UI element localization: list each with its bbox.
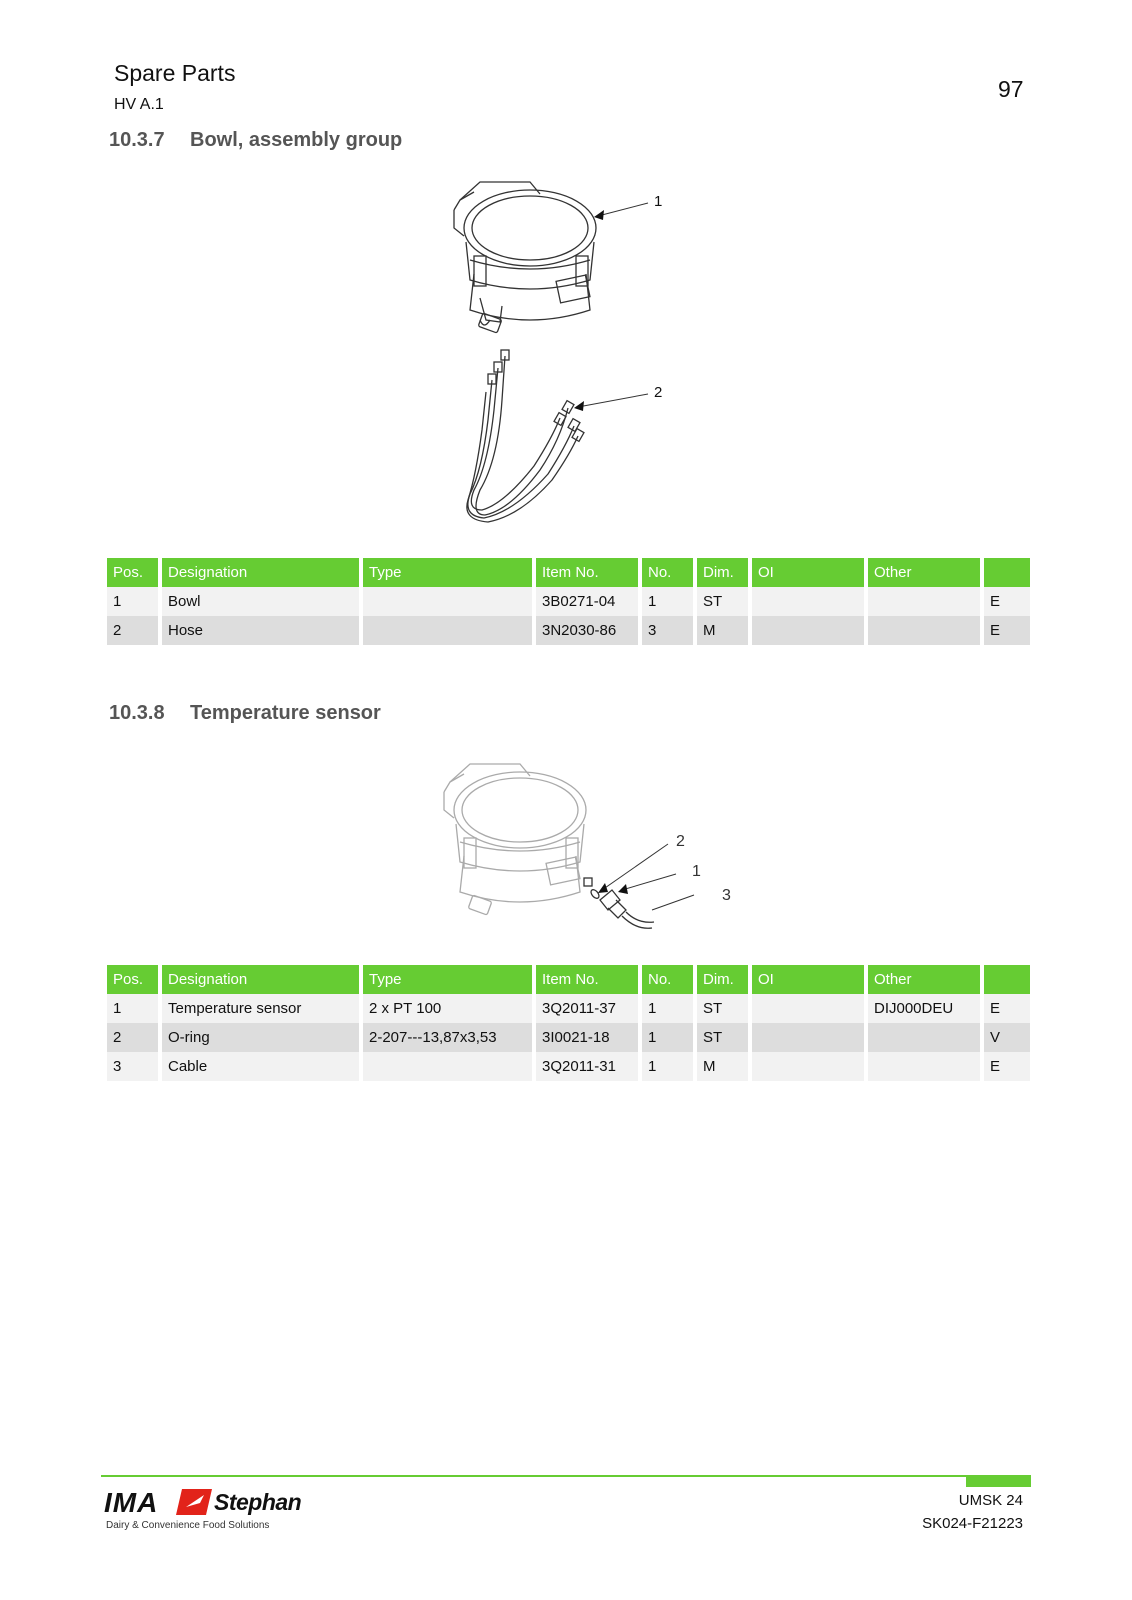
cell-oi <box>752 616 868 645</box>
column-header: Type <box>363 558 536 587</box>
cell-code: E <box>984 616 1030 645</box>
table-row <box>107 1023 1030 1052</box>
callout-label: 1 <box>692 863 701 880</box>
page-number: 97 <box>998 76 1024 102</box>
logo-mark-icon <box>176 1489 212 1515</box>
column-header: Dim. <box>697 965 752 994</box>
column-header: OI <box>752 965 868 994</box>
table-row <box>107 1052 1030 1081</box>
cell-type <box>363 1052 536 1081</box>
section-number: 10.3.7 <box>109 129 165 151</box>
cell-no: 1 <box>642 1023 697 1052</box>
cell-item-no: 3B0271-04 <box>536 587 642 616</box>
cell-code: E <box>984 587 1030 616</box>
cell-pos: 1 <box>107 587 162 616</box>
cell-no: 3 <box>642 616 697 645</box>
cell-dim: M <box>697 616 752 645</box>
footer-divider <box>101 1475 1031 1477</box>
parts-table-temperature-sensor <box>107 965 1030 1081</box>
cell-other <box>868 616 984 645</box>
cell-no: 1 <box>642 587 697 616</box>
cell-designation: Bowl <box>162 587 363 616</box>
document-subtitle: HV A.1 <box>114 96 164 113</box>
column-header: Pos. <box>107 558 162 587</box>
cell-type: 2-207---13,87x3,53 <box>363 1023 536 1052</box>
section-title: Temperature sensor <box>190 702 381 724</box>
column-header: Other <box>868 965 984 994</box>
column-header: No. <box>642 558 697 587</box>
bowl-assembly-drawing <box>440 170 700 540</box>
cell-item-no: 3I0021-18 <box>536 1023 642 1052</box>
cell-code: E <box>984 1052 1030 1081</box>
table-header-row <box>107 965 1030 994</box>
document-title: Spare Parts <box>114 60 236 86</box>
table-row <box>107 994 1030 1023</box>
cell-other <box>868 1023 984 1052</box>
cell-oi <box>752 587 868 616</box>
cell-oi <box>752 1052 868 1081</box>
temperature-sensor-drawing <box>440 750 740 950</box>
column-header: Dim. <box>697 558 752 587</box>
cell-no: 1 <box>642 994 697 1023</box>
cell-pos: 2 <box>107 616 162 645</box>
cell-pos: 1 <box>107 994 162 1023</box>
logo-text-ima: IMA <box>104 1487 159 1518</box>
document-reference: SK024-F21223 <box>922 1515 1023 1532</box>
cell-designation: O-ring <box>162 1023 363 1052</box>
cell-dim: ST <box>697 587 752 616</box>
table-row <box>107 587 1030 616</box>
callout-label: 3 <box>722 887 731 904</box>
cell-item-no: 3Q2011-37 <box>536 994 642 1023</box>
column-header: Item No. <box>536 558 642 587</box>
cell-dim: ST <box>697 994 752 1023</box>
callout-label: 2 <box>654 384 663 401</box>
section-title: Bowl, assembly group <box>190 129 403 151</box>
company-tagline: Dairy & Convenience Food Solutions <box>106 1520 270 1531</box>
column-header: No. <box>642 965 697 994</box>
cell-pos: 2 <box>107 1023 162 1052</box>
cell-pos: 3 <box>107 1052 162 1081</box>
column-header: Other <box>868 558 984 587</box>
cell-item-no: 3N2030-86 <box>536 616 642 645</box>
cell-other <box>868 1052 984 1081</box>
cell-designation: Hose <box>162 616 363 645</box>
table-header-row <box>107 558 1030 587</box>
logo-text-stephan: Stephan <box>214 1489 302 1515</box>
cell-type <box>363 616 536 645</box>
other-link[interactable]: DIJ000DEU <box>868 994 984 1023</box>
cell-type: 2 x PT 100 <box>363 994 536 1023</box>
cell-oi <box>752 1023 868 1052</box>
column-header: Designation <box>162 965 363 994</box>
column-header: Designation <box>162 558 363 587</box>
section-number: 10.3.8 <box>109 702 165 724</box>
cell-code: V <box>984 1023 1030 1052</box>
cell-other <box>868 587 984 616</box>
parts-table-bowl <box>107 558 1030 645</box>
footer-accent-tab <box>966 1475 1031 1487</box>
callout-label: 1 <box>654 193 663 210</box>
column-header <box>984 558 1030 587</box>
section-heading-bowl <box>109 129 402 152</box>
column-header: Type <box>363 965 536 994</box>
callout-label: 2 <box>676 833 685 850</box>
cell-no: 1 <box>642 1052 697 1081</box>
section-heading-temperature-sensor <box>109 702 381 725</box>
document-code: UMSK 24 <box>958 1492 1023 1509</box>
column-header <box>984 965 1030 994</box>
column-header: Pos. <box>107 965 162 994</box>
cell-designation: Cable <box>162 1052 363 1081</box>
cell-oi <box>752 994 868 1023</box>
cell-designation: Temperature sensor <box>162 994 363 1023</box>
cell-code: E <box>984 994 1030 1023</box>
cell-dim: ST <box>697 1023 752 1052</box>
cell-dim: M <box>697 1052 752 1081</box>
column-header: OI <box>752 558 868 587</box>
column-header: Item No. <box>536 965 642 994</box>
cell-type <box>363 587 536 616</box>
cell-item-no: 3Q2011-31 <box>536 1052 642 1081</box>
company-logo <box>104 1487 302 1518</box>
table-row <box>107 616 1030 645</box>
